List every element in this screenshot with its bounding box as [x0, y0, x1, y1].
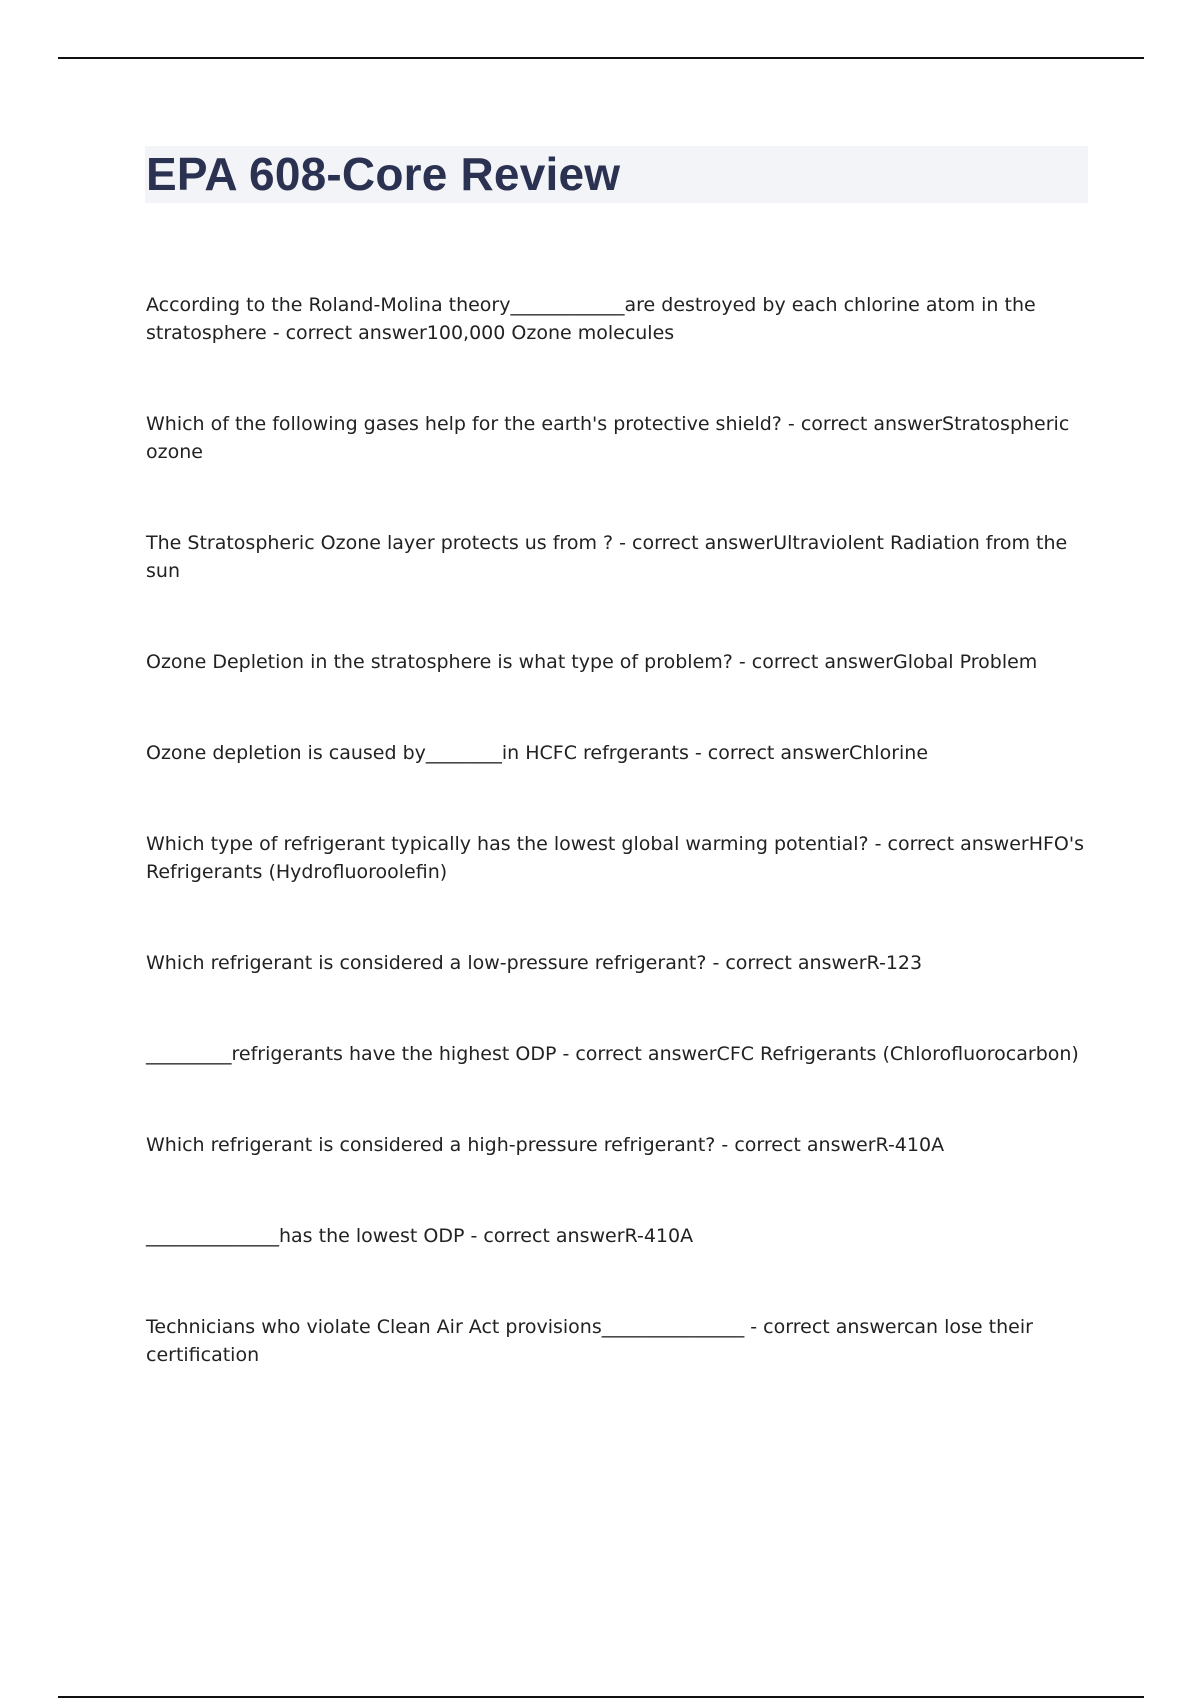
qa-item: Technicians who violate Clean Air Act provisions_______________ - correct answercan lose their certification: [146, 1316, 1033, 1366]
qa-item: The Stratospheric Ozone layer protects us from ? - correct answerUltraviolent Radiation from the sun: [146, 532, 1068, 582]
qa-item: Ozone depletion is caused by________in HCFC refrgerants - correct answerChlorine: [146, 742, 929, 764]
qa-item: Which refrigerant is considered a low-pressure refrigerant? - correct answerR-123: [146, 952, 923, 974]
qa-item: _________refrigerants have the highest ODP - correct answerCFC Refrigerants (Chlorofluorocarbon): [146, 1043, 1079, 1065]
bottom-rule: [58, 1696, 1144, 1698]
qa-list: [146, 291, 1096, 1432]
qa-item: ______________has the lowest ODP - correct answerR-410A: [146, 1225, 694, 1247]
qa-item: Ozone Depletion in the stratosphere is what type of problem? - correct answerGlobal Problem: [146, 651, 1038, 673]
qa-item: Which of the following gases help for the earth's protective shield? - correct answerStratospheric ozone: [146, 413, 1070, 463]
qa-item: Which refrigerant is considered a high-pressure refrigerant? - correct answerR-410A: [146, 1134, 945, 1156]
top-rule: [58, 57, 1144, 59]
qa-item: Which type of refrigerant typically has the lowest global warming potential? - correct answerHFO's Refrigerants (Hydrofluoroolefin): [146, 833, 1084, 883]
qa-item: According to the Roland-Molina theory____________are destroyed by each chlorine atom in the stratosphere - correct answer100,000 Ozone molecules: [146, 294, 1036, 344]
page-title: EPA 608-Core Review: [146, 148, 621, 200]
